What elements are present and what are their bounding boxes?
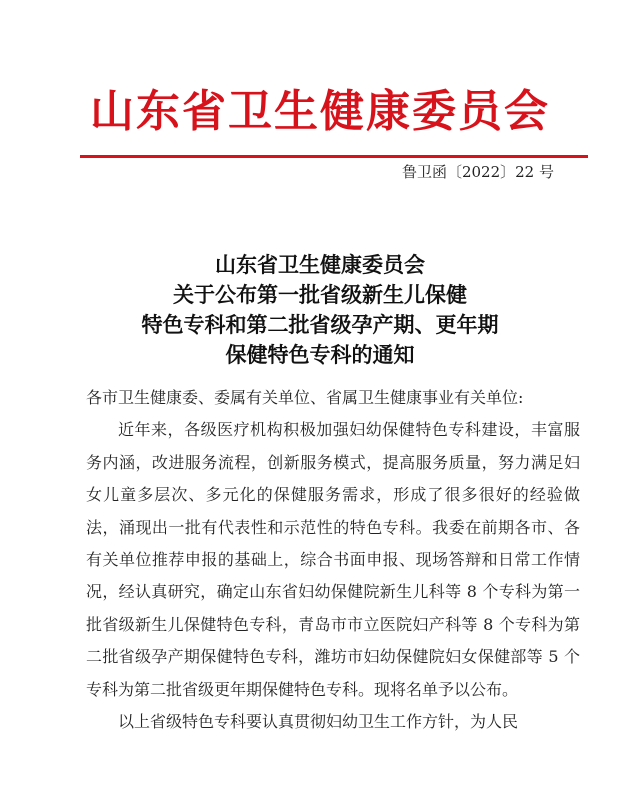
document-number: 鲁卫函〔2022〕22 号 xyxy=(401,163,554,181)
issuing-authority-header: 山东省卫生健康委员会 xyxy=(90,86,550,137)
notice-title-line: 关于公布第一批省级新生儿保健 xyxy=(173,282,467,307)
notice-title-line: 山东省卫生健康委员会 xyxy=(215,252,425,277)
red-separator-line xyxy=(80,155,588,158)
body-paragraph: 近年来，各级医疗机构积极加强妇幼保健特色专科建设，丰富服务内涵，改进服务流程，创新服务模式，提高服务质量，努力满足妇女儿童多层次、多元化的保健服务需求，形成了很多很好的经验做法，涌现出一批有代表性和示范性的特色专科。我委在前期各市、各有关单位推荐申报的基础上，综合书面申报、现场答辩和日常工作情况，经认真研究，确定山东省妇幼保健院新生儿科等 8 个专科为第一批省级新生儿保健特色专科，青岛市市立医院妇产科等 8 个专科为第二批省级孕产期保健特色专科，潍坊市妇幼保健院妇女保健部等 5 个专科为第二批省级更年期保健特色专科。现将名单予以公布。 xyxy=(86,420,580,699)
notice-title xyxy=(0,250,640,370)
body-paragraph: 以上省级特色专科要认真贯彻妇幼卫生工作方针，为人民 xyxy=(118,712,519,732)
addressee-line: 各市卫生健康委、委属有关单位、省属卫生健康事业有关单位: xyxy=(86,388,524,407)
notice-body xyxy=(86,382,580,738)
notice-title-line: 保健特色专科的通知 xyxy=(225,342,415,367)
notice-title-line: 特色专科和第二批省级孕产期、更年期 xyxy=(141,312,499,337)
